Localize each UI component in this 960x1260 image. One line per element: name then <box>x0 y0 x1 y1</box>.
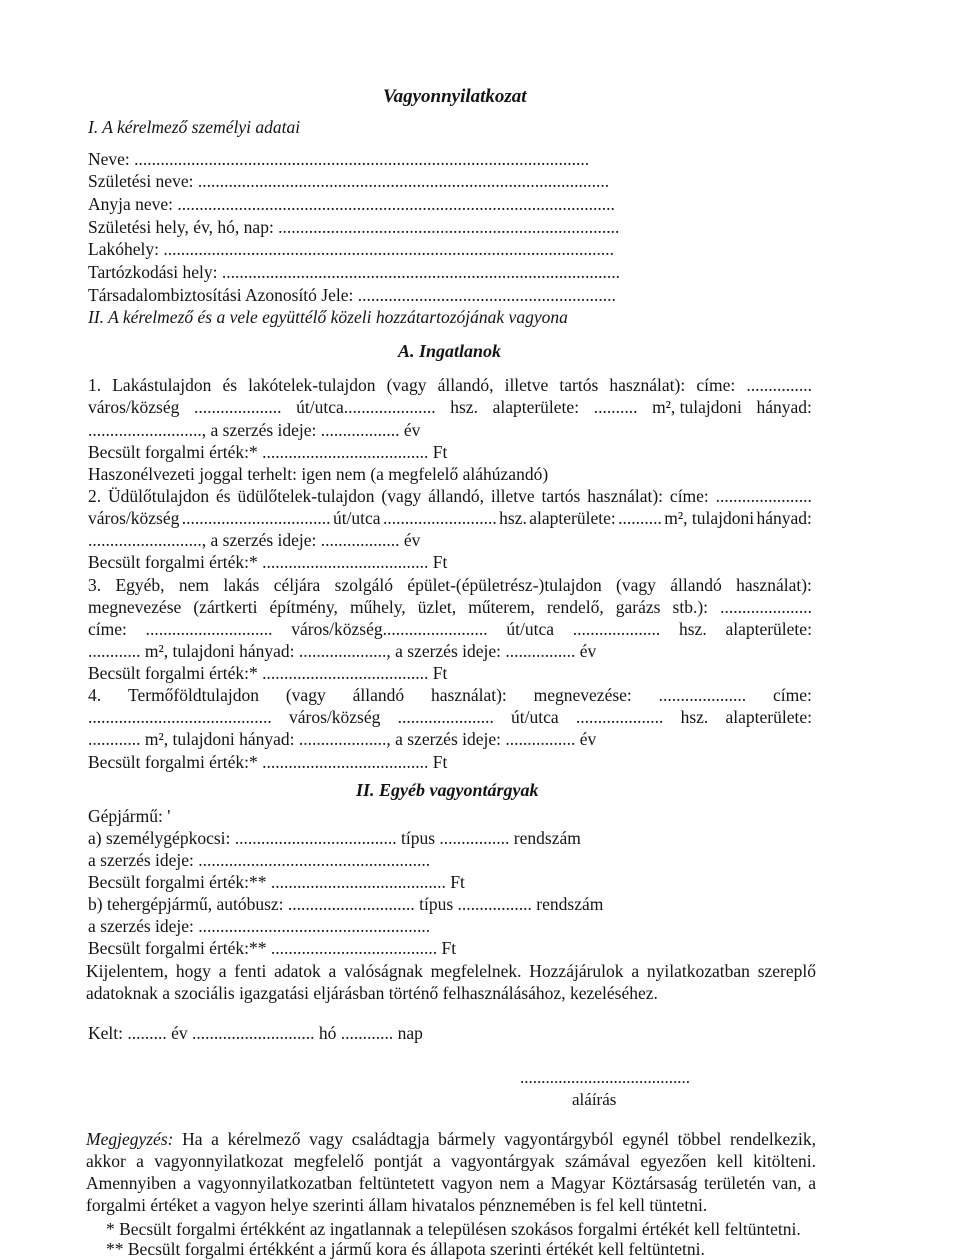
note <box>86 1128 816 1216</box>
item-3-estimated-value[interactable]: Becsült forgalmi érték:* ...................................... Ft <box>88 663 448 683</box>
field-name[interactable]: Neve: ........................................................................................................ <box>88 149 590 169</box>
document-title: Vagyonnyilatkozat <box>383 86 527 107</box>
item-2-line-1: 2. Üdülőtulajdon és üdülőtelek-tulajdon (vagy állandó, illetve tartós használat): címe: ...................... <box>88 486 812 506</box>
item-3-line-3: címe: ............................. város/község........................ út/utca .................... hsz. alapterülete: <box>88 619 812 639</box>
other-assets-heading: II. Egyéb vagyontárgyak <box>356 780 539 800</box>
item-2-share-date[interactable]: .........................., a szerzés ideje: .................. év <box>88 530 421 550</box>
item-3-line-1: 3. Egyéb, nem lakás céljára szolgáló épület-(épületrész-)tulajdon (vagy állandó használat): <box>88 575 812 595</box>
item-1-share-date[interactable]: .........................., a szerzés ideje: .................. év <box>88 420 421 440</box>
item-1-line-1: 1. Lakástulajdon és lakótelek-tulajdon (vagy állandó, illetve tartós használat): címe: ............... <box>88 375 812 395</box>
footnote-2: ** Becsült forgalmi értékként a jármű kora és állapota szerinti értékét kell feltüntetni. <box>106 1239 705 1259</box>
item-4-estimated-value[interactable]: Becsült forgalmi érték:* ...................................... Ft <box>88 752 448 772</box>
footnote-1: * Becsült forgalmi értékként az ingatlannak a településen szokásos forgalmi értékét kell feltüntetni. <box>106 1219 801 1239</box>
truck-estimated-value[interactable]: Becsült forgalmi érték:** ...................................... Ft <box>88 938 457 958</box>
item-2-line-2: város/község .................................. út/utca .......................... hsz. alapterülete: .......... m², tulajdoni hányad: <box>88 508 812 528</box>
field-birth-place-date[interactable]: Születési hely, év, hó, nap: .............................................................................. <box>88 217 620 237</box>
car-estimated-value[interactable]: Becsült forgalmi érték:** ........................................ Ft <box>88 872 465 892</box>
item-4-line-1: 4. Termőföldtulajdon (vagy állandó használat): megnevezése: .................... címe: <box>88 685 812 705</box>
field-birth-name[interactable]: Születési neve: .............................................................................................. <box>88 171 610 191</box>
item-1-usufruct[interactable]: Haszonélvezeti joggal terhelt: igen nem (a megfelelő aláhúzandó) <box>88 464 549 484</box>
signature-line[interactable]: ........................................ <box>520 1068 690 1087</box>
note-text: Ha a kérelmező vagy családtagja bármely vagyontárgyból egynél többel rendelkezik, akkor a vagyonnyilatkozat megfelelő pontját a vagyontárgyak számával egyezően kell kitölteni. Amennyiben a vagyonnyilatkozatban feltüntetett vagyon nem a Magyar Köztársaság területén van, a forgalmi értéket a vagyon helye szerinti állam hivatalos pénznemében is fel kell tüntetni. <box>86 1129 816 1215</box>
vehicle-label: Gépjármű: ' <box>88 806 171 826</box>
signature-label: aláírás <box>572 1090 617 1109</box>
item-1-estimated-value[interactable]: Becsült forgalmi érték:* ...................................... Ft <box>88 442 448 462</box>
car-type-plate[interactable]: a) személygépkocsi: ..................................... típus ................ rendszám <box>88 828 581 848</box>
field-residence[interactable]: Tartózkodási hely: ........................................................................................... <box>88 262 620 282</box>
section-personal-heading: I. A kérelmező személyi adatai <box>88 117 301 137</box>
item-2-estimated-value[interactable]: Becsült forgalmi érték:* ...................................... Ft <box>88 552 448 572</box>
truck-type-plate[interactable]: b) tehergépjármű, autóbusz: ............................. típus ................. rendszám <box>88 894 604 914</box>
item-3-share-date[interactable]: ............ m², tulajdoni hányad: ...................., a szerzés ideje: ................ év <box>88 641 597 661</box>
item-4-line-2: .......................................... város/község ...................... út/utca .................... hsz. alapterülete: <box>88 707 812 727</box>
field-address[interactable]: Lakóhely: ....................................................................................................... <box>88 239 614 259</box>
item-3-line-2: megnevezése (zártkerti építmény, műhely, üzlet, műterem, rendelő, garázs stb.): ..................... <box>88 597 812 617</box>
truck-acquired-date[interactable]: a szerzés ideje: ..................................................... <box>88 916 431 936</box>
field-mother-name[interactable]: Anyja neve: .................................................................................................... <box>88 194 615 214</box>
field-social-security-id[interactable]: Társadalombiztosítási Azonosító Jele: ........................................................... <box>88 285 616 305</box>
item-1-line-2: város/község .................... út/utca..................... hsz. alapterülete: .......... m², tulajdoni hányad: <box>88 397 812 417</box>
car-acquired-date[interactable]: a szerzés ideje: ..................................................... <box>88 850 431 870</box>
section-assets-heading: II. A kérelmező és a vele együttélő közeli hozzátartozójának vagyona <box>88 307 568 327</box>
item-4-share-date[interactable]: ............ m², tulajdoni hányad: ...................., a szerzés ideje: ................ év <box>88 729 597 749</box>
note-label: Megjegyzés: <box>86 1129 174 1149</box>
date-line[interactable]: Kelt: ......... év ............................ hó ............ nap <box>88 1023 423 1043</box>
declaration-text: Kijelentem, hogy a fenti adatok a valóságnak megfelelnek. Hozzájárulok a nyilatkozatban szereplő adatoknak a szociális igazgatási eljárásban történő felhasználásához, kezeléséhez. <box>86 961 816 1003</box>
real-estate-heading: A. Ingatlanok <box>398 341 502 361</box>
